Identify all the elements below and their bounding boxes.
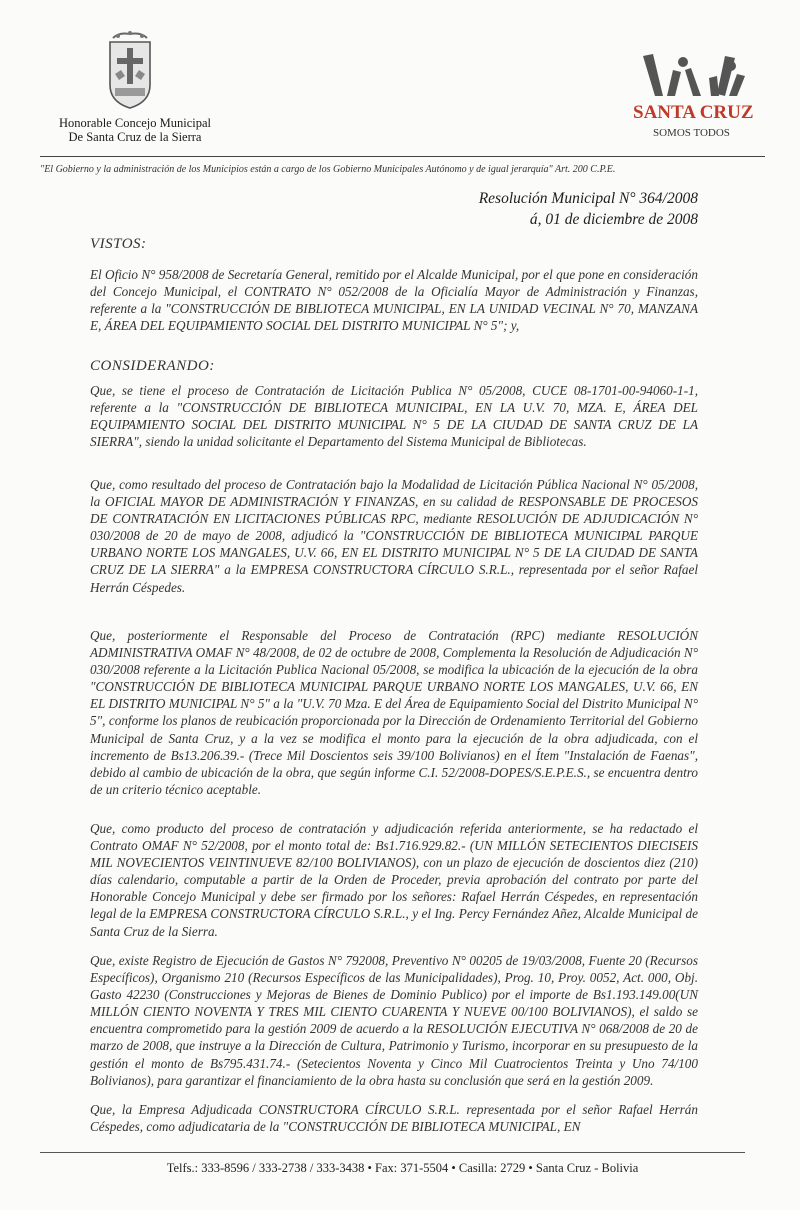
- paragraph-considerando-5: Que, existe Registro de Ejecución de Gastos N° 792008, Preventivo N° 00205 de 19/03/2008, Fuente 20 (Recursos Específicos), Organismo 210 (Recursos Específicos de las Municipalidades), Prog. 10, Proy. 0052, Act. 000, Obj. Gasto 42230 (Construcciones y Mejoras de Bienes de Dominio Publico) por el importe de Bs1.193.149.00(UN MILLÓN CIENTO NOVENTA Y TRES MIL CIENTO CUARENTA Y NUEVE 00/100 BOLIVIANOS), el saldo se encuentra comprometido para la gestión 2009 de acuerdo a la RESOLUCIÓN EJECUTIVA N° 068/2008 de 20 de marzo de 2008, que instruye a la Dirección de Cultura, Patrimonio y Turismo, incorporar en su presupuesto de la gestión el monto de Bs795.431.74.- (Setecientos Noventa y Cinco Mil Cuatrocientos Treinta y Uno 74/100 Bolivianos), para garantizar el financiamiento de la obra hasta su conclusión que será en la gestión 2009.: [90, 953, 698, 1088]
- resolution-number: Resolución Municipal N° 364/2008: [478, 190, 698, 207]
- paragraph-considerando-6: Que, la Empresa Adjudicada CONSTRUCTORA CÍRCULO S.R.L. representada por el señor Rafael Herrán Céspedes, como adjudicataria de la "CONSTRUCCIÓN DE BIBLIOTECA MUNICIPAL, EN: [90, 1102, 698, 1135]
- raised-hands-figures-icon: [643, 54, 745, 96]
- footer-contact: Telfs.: 333-8596 / 333-2738 / 333-3438 • Fax: 371-5504 • Casilla: 2729 • Santa Cruz - Bolivia: [166, 1161, 639, 1175]
- coat-of-arms-icon: [105, 30, 155, 114]
- header-divider: [40, 156, 765, 157]
- section-considerando: CONSIDERANDO:: [90, 358, 215, 374]
- logo-subtext: SOMOS TODOS: [653, 127, 730, 139]
- logo-text: SANTA CRUZ: [633, 102, 754, 123]
- org-line-2: De Santa Cruz de la Sierra: [68, 130, 202, 144]
- resolution-header: [479, 188, 698, 230]
- paragraph-considerando-3: Que, posteriormente el Responsable del Proceso de Contratación (RPC) mediante RESOLUCIÓN ADMINISTRATIVA OMAF N° 48/2008, de 02 de octubre de 2008, Complementa la Resolución de Adjudicación N° 030/2008 referente a la Licitación Publica Nacional 05/2008, se modifica la ubicación de la ejecución de la obra "CONSTRUCCIÓN DE BIBLIOTECA MUNICIPAL PARQUE URBANO NORTE LOS MANGALES, U.V. 66, EN EL DISTRITO MUNICIPAL N° 5" a la "U.V. 70 Mza. E del Área de Equipamiento Social del Distrito Municipal N° 5", conforme los planos de reubicación proporcionada por la Dirección de Ordenamiento Territorial del Gobierno Municipal de Santa Cruz, y a la vez se modifica el monto para la ejecución de la obra adjudicada, con el incremento de Bs13.206.39.- (Trece Mil Doscientos seis 39/100 Bolivianos) en el Ítem "Instalación de Faenas", debido al cambio de ubicación de la obra, que según informe C.I. 52/2008-DOPES/S.E.P.E.S., se encuentra dentro de un criterio técnico aceptable.: [90, 628, 698, 797]
- paragraph-considerando-2: Que, como resultado del proceso de Contratación bajo la Modalidad de Licitación Pública Nacional N° 05/2008, la OFICIAL MAYOR DE ADMINISTRACIÓN Y FINANZAS, en su calidad de RESPONSABLE DE PROCESOS DE CONTRATACIÓN EN LICITACIONES PÚBLICAS RPC, mediante RESOLUCIÓN DE ADJUDICACIÓN N° 030/2008 de 20 de mayo de 2008, adjudicó la "CONSTRUCCIÓN DE BIBLIOTECA MUNICIPAL PARQUE URBANO NORTE LOS MANGALES, U.V. 66, EN EL DISTRITO MUNICIPAL N° 5 DE LA CIUDAD DE SANTA CRUZ DE LA SIERRA" a la EMPRESA CONSTRUCTORA CÍRCULO S.R.L., representada por el señor Rafael Herrán Céspedes.: [90, 477, 698, 595]
- header-motto: "El Gobierno y la administración de los Municipios están a cargo de los Gobierno Municipales Autónomo y de igual jerarquía" Art. 200 C.P.E.: [40, 164, 616, 175]
- paragraph-vistos: El Oficio N° 958/2008 de Secretaría General, remitido por el Alcalde Municipal, por el que pone en consideración del Concejo Municipal, el CONTRATO N° 052/2008 de la Oficialía Mayor de Administración y Finanzas, referente a la "CONSTRUCCIÓN DE BIBLIOTECA MUNICIPAL, EN LA UNIDAD VECINAL N° 70, MANZANA E, ÁREA DEL EQUIPAMIENTO SOCIAL DEL DISTRITO MUNICIPAL N° 5"; y,: [90, 267, 698, 334]
- santa-cruz-logo: [625, 48, 765, 148]
- paragraph-considerando-1: Que, se tiene el proceso de Contratación de Licitación Publica N° 05/2008, CUCE 08-1701-00-94060-1-1, referente a la "CONSTRUCCIÓN DE BIBLIOTECA MUNICIPAL, EN LA U.V. 70, MZA. E, ÁREA DEL EQUIPAMIENTO SOCIAL DEL DISTRITO MUNICIPAL N° 5 DE LA CIUDAD DE SANTA CRUZ DE LA SIERRA", siendo la unidad solicitante el Departamento del Sistema Municipal de Bibliotecas.: [90, 383, 698, 450]
- organization-name: [40, 116, 230, 144]
- section-vistos: VISTOS:: [90, 236, 147, 252]
- footer-divider: [40, 1152, 745, 1153]
- paragraph-considerando-4: Que, como producto del proceso de contratación y adjudicación referida anteriormente, se ha redactado el Contrato OMAF N° 52/2008, por el monto total de: Bs1.716.929.82.- (UN MILLÓN SETECIENTOS DIECISEIS MIL NOVECIENTOS VEINTINUEVE 82/100 BOLIVIANOS), con un plazo de ejecución de doscientos diez (210) días calendario, computable a partir de la Orden de Proceder, previa aprobación del contrato por parte del Honorable Concejo Municipal y debe ser firmado por los señores: Rafael Herrán Céspedes, en representación legal de la EMPRESA CONSTRUCTORA CÍRCULO S.R.L., y el Ing. Percy Fernández Añez, Alcalde Municipal de Santa Cruz de la Sierra.: [90, 821, 698, 939]
- org-line-1: Honorable Concejo Municipal: [58, 116, 212, 130]
- resolution-date: á, 01 de diciembre de 2008: [529, 211, 698, 228]
